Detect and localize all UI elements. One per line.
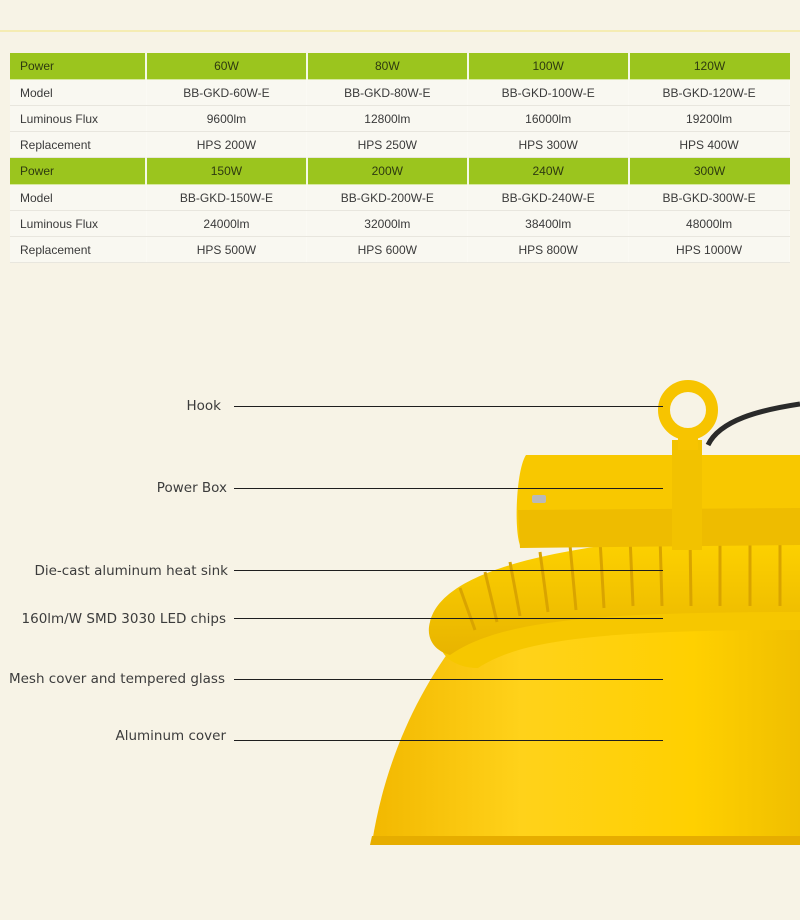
table-cell: 12800lm: [307, 106, 468, 132]
table-cell: 120W: [629, 53, 790, 80]
leader-mesh-cover: [234, 679, 663, 680]
label-aluminum-cover: Aluminum cover: [115, 728, 226, 744]
table-cell: HPS 200W: [146, 132, 307, 158]
label-led-chips: 160lm/W SMD 3030 LED chips: [21, 611, 226, 627]
table-cell: HPS 800W: [468, 237, 629, 263]
leader-hook: [234, 406, 663, 407]
table-cell: BB-GKD-200W-E: [307, 185, 468, 211]
table-cell: 48000lm: [629, 211, 790, 237]
row-label-cell: Luminous Flux: [10, 211, 146, 237]
leader-power-box: [234, 488, 663, 489]
table-cell: HPS 300W: [468, 132, 629, 158]
hook-shape: [664, 386, 712, 434]
row-label-cell: Model: [10, 185, 146, 211]
table-cell: 240W: [468, 158, 629, 185]
table-cell: BB-GKD-100W-E: [468, 80, 629, 106]
table-cell: BB-GKD-60W-E: [146, 80, 307, 106]
row-label-cell: Replacement: [10, 132, 146, 158]
leader-aluminum-cover: [234, 740, 663, 741]
table-cell: BB-GKD-150W-E: [146, 185, 307, 211]
table-cell: HPS 400W: [629, 132, 790, 158]
leader-led-chips: [234, 618, 663, 619]
label-mesh-cover: Mesh cover and tempered glass: [8, 671, 225, 687]
table-cell: 100W: [468, 53, 629, 80]
table-cell: BB-GKD-80W-E: [307, 80, 468, 106]
table-cell: BB-GKD-240W-E: [468, 185, 629, 211]
table-cell: 300W: [629, 158, 790, 185]
aluminum-cover-shape: [372, 615, 800, 843]
table-cell: 19200lm: [629, 106, 790, 132]
table-cell: 60W: [146, 53, 307, 80]
table-cell: 32000lm: [307, 211, 468, 237]
table-cell: 80W: [307, 53, 468, 80]
leader-heat-sink: [234, 570, 663, 571]
power-cable: [708, 404, 800, 445]
table-cell: 24000lm: [146, 211, 307, 237]
table-cell: HPS 1000W: [629, 237, 790, 263]
row-label-cell: Power: [10, 158, 146, 185]
row-label-cell: Power: [10, 53, 146, 80]
row-label-cell: Model: [10, 80, 146, 106]
table-cell: 38400lm: [468, 211, 629, 237]
label-heat-sink: Die-cast aluminum heat sink: [34, 563, 228, 579]
label-power-box: Power Box: [156, 480, 227, 496]
table-cell: HPS 250W: [307, 132, 468, 158]
table-cell: BB-GKD-300W-E: [629, 185, 790, 211]
table-cell: 150W: [146, 158, 307, 185]
table-cell: 9600lm: [146, 106, 307, 132]
table-cell: HPS 600W: [307, 237, 468, 263]
row-label-cell: Replacement: [10, 237, 146, 263]
table-cell: BB-GKD-120W-E: [629, 80, 790, 106]
label-hook: Hook: [186, 398, 221, 414]
table-cell: 16000lm: [468, 106, 629, 132]
table-cell: 200W: [307, 158, 468, 185]
row-label-cell: Luminous Flux: [10, 106, 146, 132]
table-cell: HPS 500W: [146, 237, 307, 263]
